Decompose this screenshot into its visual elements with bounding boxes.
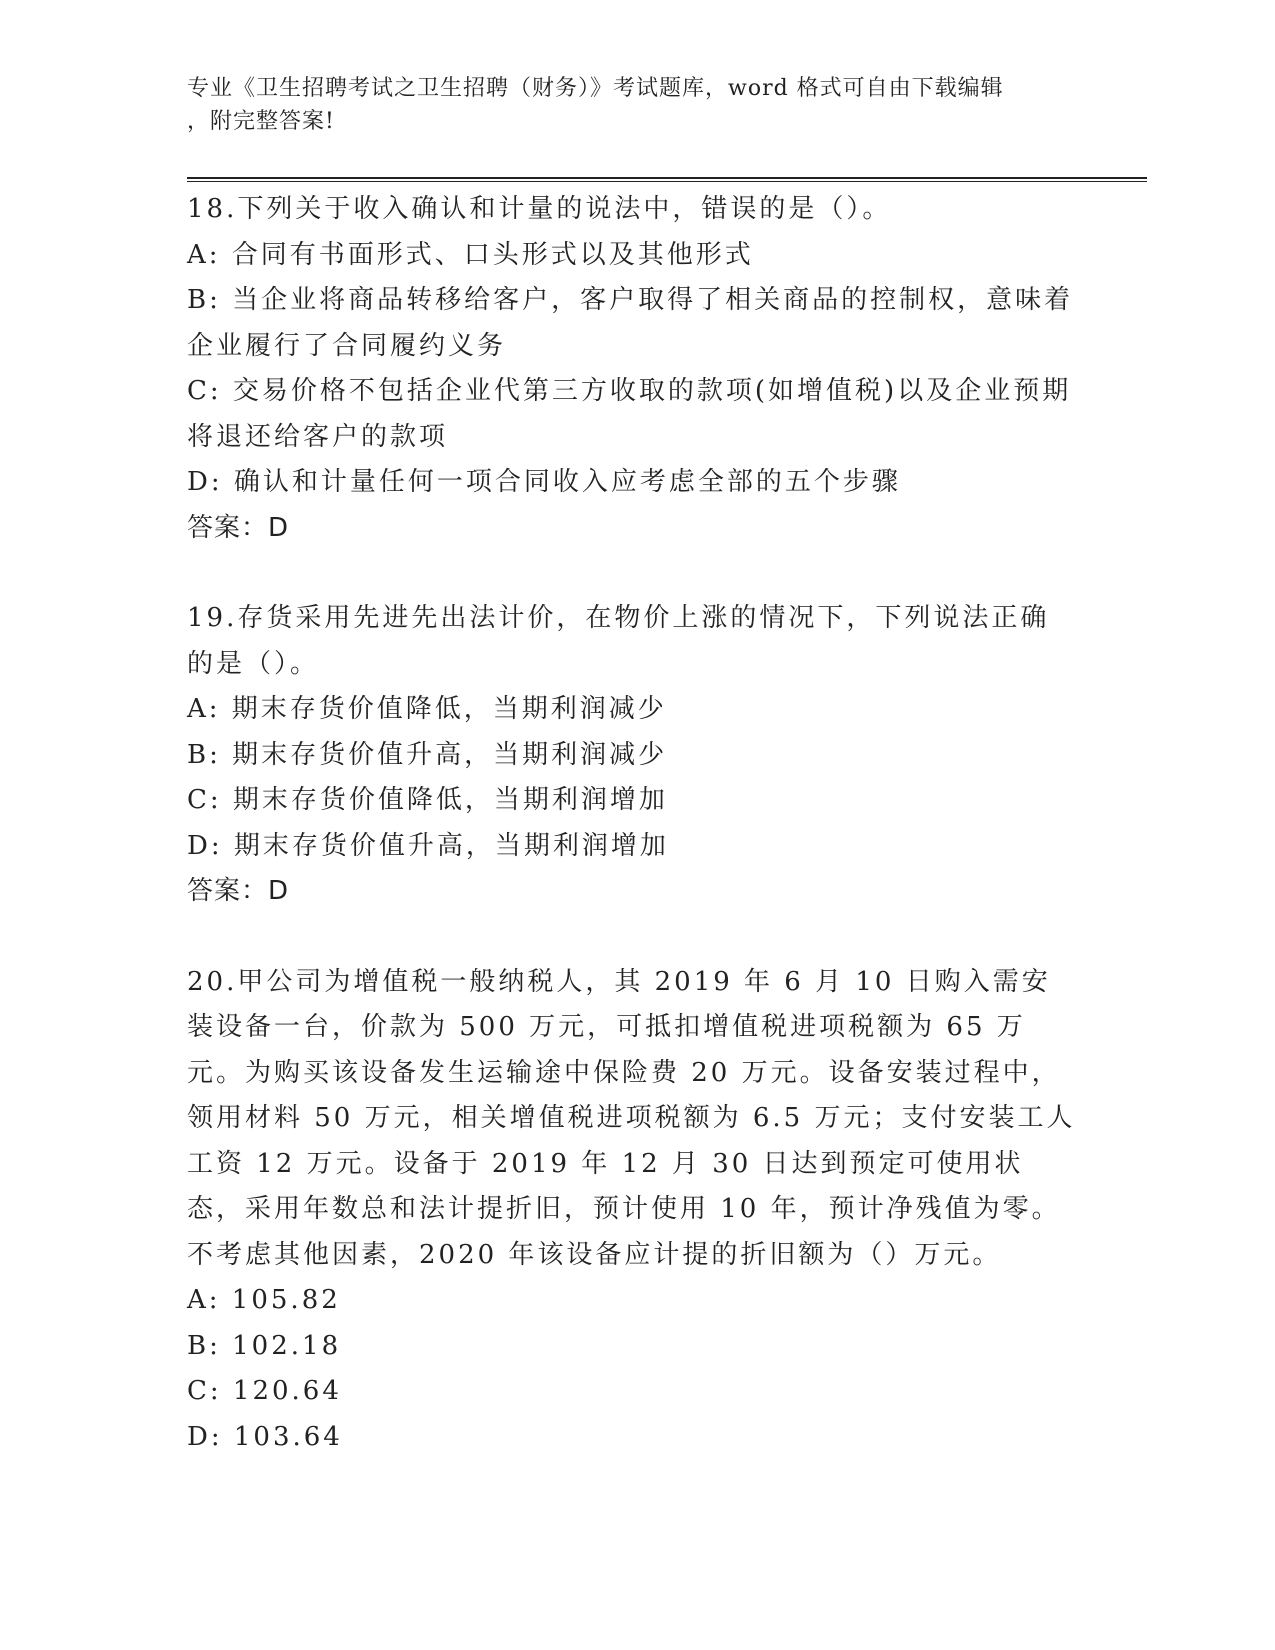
header-divider-thick bbox=[187, 177, 1147, 179]
header-line-1: 专业《卫生招聘考试之卫生招聘（财务）》考试题库，word 格式可自由下载编辑 bbox=[187, 76, 1004, 101]
option-a: A: 105.82 bbox=[187, 1285, 341, 1315]
question-stem: 19.存货采用先进先出法计价，在物价上涨的情况下，下列说法正确的是（）。 bbox=[187, 603, 1050, 679]
option-d: D: 期末存货价值升高，当期利润增加 bbox=[187, 830, 669, 861]
option-a: A: 合同有书面形式、口头形式以及其他形式 bbox=[187, 239, 754, 270]
question-list bbox=[187, 187, 1077, 1505]
question-20 bbox=[187, 960, 1077, 1461]
option-a: A: 期末存货价值降低，当期利润减少 bbox=[187, 694, 667, 724]
option-b: B: 102.18 bbox=[187, 1330, 342, 1361]
question-18 bbox=[187, 187, 1077, 551]
header-divider-thin bbox=[187, 181, 1147, 182]
question-stem: 18.下列关于收入确认和计量的说法中，错误的是（）。 bbox=[187, 194, 892, 224]
document-header bbox=[187, 72, 1067, 138]
answer: 答案：D bbox=[187, 876, 290, 906]
option-c: C: 120.64 bbox=[187, 1376, 342, 1406]
question-stem: 20.甲公司为增值税一般纳税人，其 2019 年 6 月 10 日购入需安装设备一台，价款为 500 万元，可抵扣增值税进项税额为 65 万元。为购买该设备发生运输途中保险费 20 万元。设备安装过程中，领用材料 50 万元，相关增值税进项税额为 6.5 万元；支付安装工人工资 12 万元。设备于 2019 年 12 月 30 日达到预定可使用状态，采用年数总和法计提折旧，预计使用 10 年，预计净残值为零。不考虑其他因素，2020 年该设备应计提的折旧额为（）万元。 bbox=[187, 966, 1076, 1270]
option-c: C: 期末存货价值降低，当期利润增加 bbox=[187, 785, 668, 815]
option-c: C: 交易价格不包括企业代第三方收取的款项(如增值税)以及企业预期将退还给客户的款项 bbox=[187, 376, 1072, 452]
option-b: B: 当企业将商品转移给客户，客户取得了相关商品的控制权，意味着企业履行了合同履约义务 bbox=[187, 285, 1074, 361]
option-b: B: 期末存货价值升高，当期利润减少 bbox=[187, 739, 668, 770]
header-line-2: ，附完整答案! bbox=[187, 109, 335, 134]
option-d: D: 103.64 bbox=[187, 1421, 343, 1452]
question-19 bbox=[187, 596, 1077, 915]
answer: 答案：D bbox=[187, 512, 290, 543]
option-d: D: 确认和计量任何一项合同收入应考虑全部的五个步骤 bbox=[187, 467, 901, 497]
